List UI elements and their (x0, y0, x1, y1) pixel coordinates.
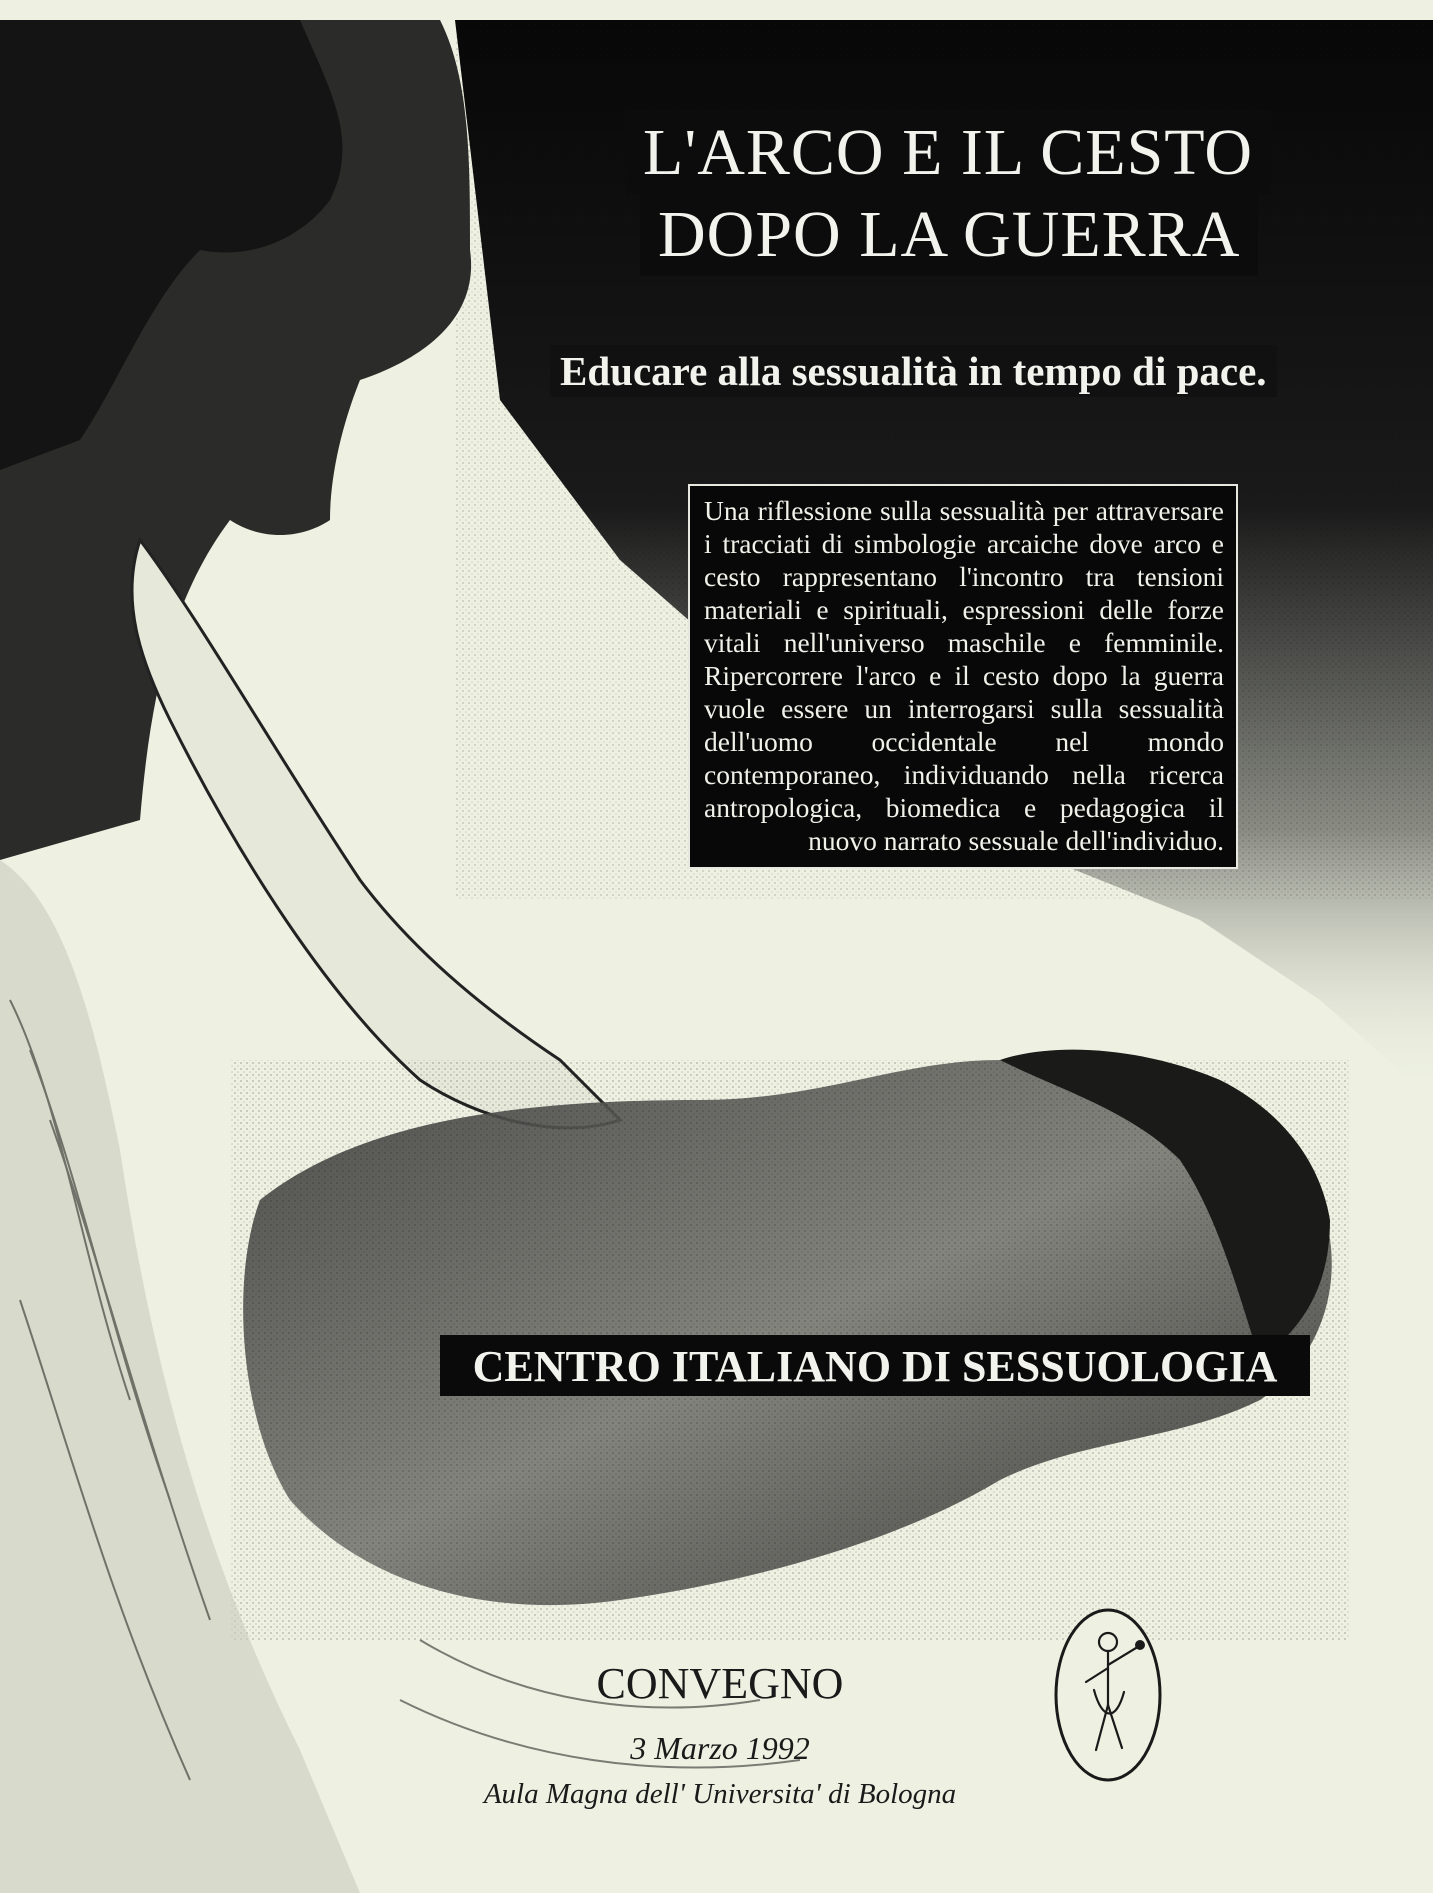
title-line-2: DOPO LA GUERRA (640, 192, 1258, 276)
subtitle: Educare alla sessualità in tempo di pace. (550, 345, 1277, 397)
event-type: CONVEGNO (596, 1659, 844, 1708)
dancing-figure-medallion-icon (1058, 1610, 1158, 1780)
organizer-banner: CENTRO ITALIANO DI SESSUOLOGIA (440, 1335, 1310, 1396)
event-date: 3 Marzo 1992 (630, 1730, 810, 1766)
intro-paragraph: Una riflessione sulla sessualità per attraversare i tracciati di simbologie arcaiche dove arco e cesto rappresentano l'incontro tra tensioni materiali e spirituali, espressioni delle forze vitali nell'universo maschile e femminile. Ripercorrere l'arco e il cesto dopo la guerra vuole essere un interrogarsi sulla sessualità dell'uomo occidentale nel mondo contemporaneo, individuando nella ricerca antropologica, biomedica e pedagogica il nuovo narrato sessuale dell'individuo. (688, 484, 1238, 869)
event-venue: Aula Magna dell' Universita' di Bologna (483, 1778, 957, 1810)
title-line-1: L'ARCO E IL CESTO (625, 110, 1271, 194)
